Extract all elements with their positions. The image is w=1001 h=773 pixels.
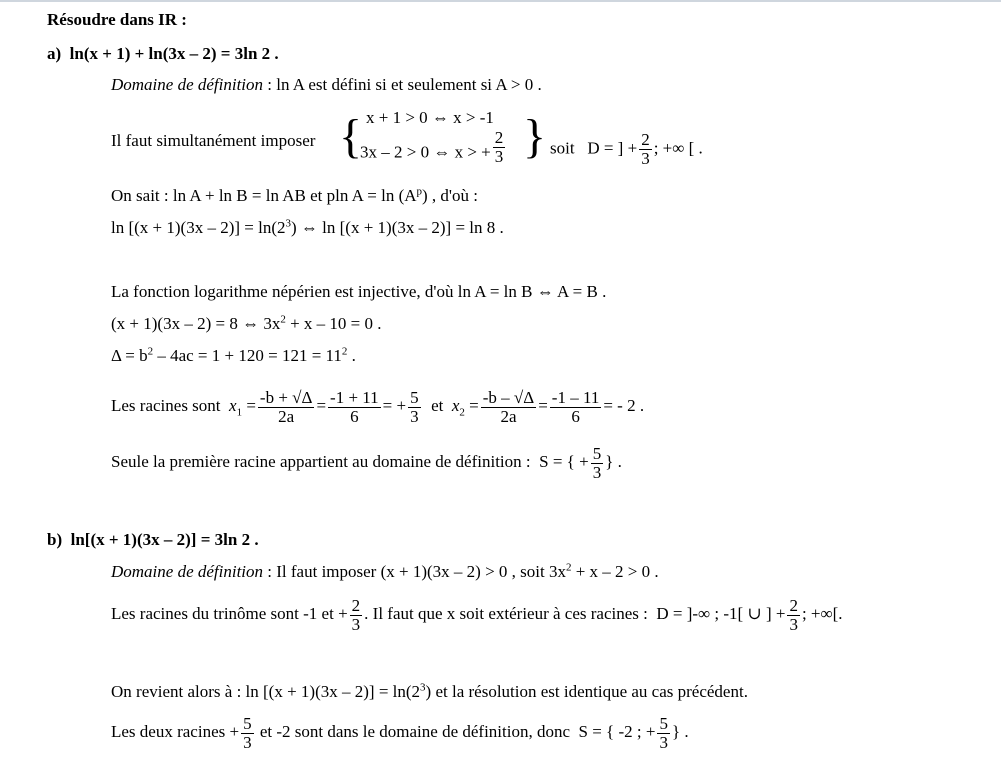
roots-line: Les racines sont $x_1$ = $\frac{-b + √\Delta}{2a}$ = $\frac{-1 + 11}{6}$ = + $\frac{5}{3}$ et $x_2$ = $\frac{-b - √\Delta}{2a}$ = $\frac{-1 - 11}{6}$ = - 2 . xyxy=(111,387,645,426)
system-line-1: x + 1 > 0 ⇔ x > -1 xyxy=(366,108,494,127)
part-a-impose-label: Il faut simultanément imposer xyxy=(111,131,316,150)
part-a-heading: a) ln(x + 1) + ln(3x – 2) = 3ln 2 . xyxy=(47,44,279,63)
part-a-domain-result: soit D = ] + $\frac{2}{3}$ ; +∞ [ . xyxy=(550,130,703,168)
part-b-final: Les deux racines + $\frac{5}{3}$ et -2 sont dans le domaine de définition, donc S = { -2 ; + $\frac{5}{3}$ } . xyxy=(111,713,689,752)
top-border xyxy=(0,0,1001,2)
equation-3: (x + 1)(3x – 2) = 8 ⇔ $3x^2 + x - 10 = 0$ . xyxy=(111,313,382,333)
part-a-domain: Domaine de définition : ln A est défini si et seulement si A > 0 . xyxy=(111,75,542,94)
page-title: Résoudre dans IR : xyxy=(47,10,187,29)
system-line-2: 3x – 2 > 0 ⇔ x > + $\frac{2}{3}$ xyxy=(360,128,504,166)
solution-a: Seule la première racine appartient au domaine de définition : S = { + $\frac{5}{3}$ } . xyxy=(111,443,622,482)
part-b-back: On revient alors à : $\ln [(x + 1)(3x - 2)] = \ln(2^3)$ et la résolution est identique au cas précédent. xyxy=(111,681,748,701)
right-brace: } xyxy=(523,110,547,163)
part-b-heading: b) ln[(x + 1)(3x – 2)] = 3ln 2 . xyxy=(47,530,259,549)
injective-line: La fonction logarithme népérien est injective, d'où ln A = ln B ⇔ A = B . xyxy=(111,282,607,301)
equation-2: $\ln [(x + 1)(3x - 2)] = \ln(2^3)$ ⇔ ln [(x + 1)(3x – 2)] = ln 8 . xyxy=(111,217,504,237)
part-b-roots: Les racines du trinôme sont -1 et + $\frac{2}{3}$ . Il faut que x soit extérieur à ces racines : D = ]-∞ ; -1[ ∪ ] + $\frac{2}{3}$ ; +∞[. xyxy=(111,595,843,634)
left-brace: { xyxy=(339,110,363,163)
delta-line: $\Delta = b^2 - 4ac = 1 + 120 = 121 = 11^2$ . xyxy=(111,345,356,365)
part-b-domain: Domaine de définition : Il faut imposer (x + 1)(3x – 2) > 0 , soit $3x^2 + x - 2 > 0$ . xyxy=(111,561,659,581)
log-rules: On sait : ln A + ln B = ln AB et pln $A = \ln (A^p)$ , d'où : xyxy=(111,185,478,205)
